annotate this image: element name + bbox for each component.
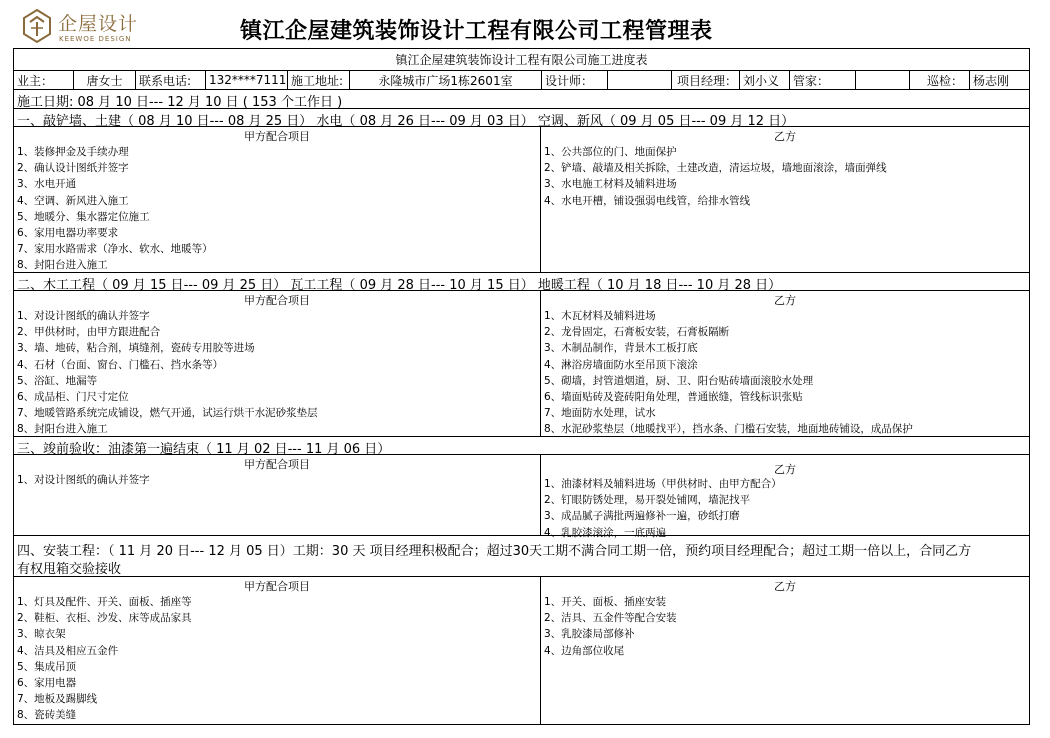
contractor-items-header: 乙方 <box>774 463 796 476</box>
section-2-client-list <box>17 308 318 438</box>
section-4-contractor-list <box>544 594 677 659</box>
section-1-contractor-column <box>541 127 1029 272</box>
contractor-items-header: 乙方 <box>774 294 796 307</box>
list-item: 5、集成吊顶 <box>17 660 77 673</box>
logo-brand-english: KEEWOE DESIGN <box>59 35 132 43</box>
list-item: 3、晾衣架 <box>17 628 66 641</box>
list-item: 2、钉眼防锈处理，易开裂处铺网，墙泥找平 <box>544 494 751 507</box>
list-item: 1、开关、面板、插座安装 <box>544 596 667 608</box>
section-2-contractor-column <box>541 291 1029 436</box>
phone-value: 132****7111 <box>206 71 288 89</box>
list-item: 3、墙、地砖，粘合剂，填缝剂，瓷砖专用胶等进场 <box>17 342 255 355</box>
schedule-row <box>14 90 1029 109</box>
section-3-client-list <box>17 472 150 488</box>
pm-value: 刘小义 <box>740 71 790 89</box>
list-item: 4、水电开槽，铺设强弱电线管，给排水管线 <box>544 194 751 207</box>
section-4-body <box>14 577 1029 724</box>
section-1-title-row <box>14 109 1029 127</box>
client-items-header: 甲方配合项目 <box>244 294 310 307</box>
list-item: 6、家用电器功率要求 <box>17 226 119 239</box>
section-3-body <box>14 455 1029 539</box>
list-item: 8、水泥砂浆垫层（地暖找平），挡水条、门槛石安装，地面地砖铺设，成品保护 <box>544 423 913 436</box>
section-1-client-list <box>17 144 213 274</box>
section-2-contractor-list <box>544 308 913 438</box>
list-item: 2、鞋柜、衣柜、沙发、床等成品家具 <box>17 612 192 625</box>
list-item: 1、木瓦材料及辅料进场 <box>544 310 656 322</box>
inspector-label: 巡检： <box>910 71 970 89</box>
steward-label: 管家： <box>790 71 856 89</box>
list-item: 2、龙骨固定，石膏板安装，石膏板隔断 <box>544 326 730 339</box>
table-subtitle-row <box>14 49 1029 71</box>
client-items-header: 甲方配合项目 <box>244 458 310 471</box>
list-item: 5、砌墙，封管道烟道，厨、卫、阳台贴砖墙面滚胶水处理 <box>544 374 814 387</box>
client-items-header: 甲方配合项目 <box>244 580 310 593</box>
address-value: 永隆城市广场1栋2601室 <box>350 71 542 89</box>
list-item: 3、乳胶漆局部修补 <box>544 628 635 641</box>
section-3-contractor-column <box>541 455 1029 539</box>
section-1-client-column <box>14 127 541 272</box>
list-item: 3、成品腻子满批两遍修补一遍，砂纸打磨 <box>544 510 740 523</box>
section-4-title: 四、安装工程：（ 11 月 20 日--- 12 月 05 日）工期：30 天 项目经理积极配合；超过30天工期不满合同工期一倍，预约项目经理配合；超过工期一倍以上，合同乙方 <box>17 544 972 559</box>
list-item: 2、铲墙、敲墙及相关拆除，土建改造，清运垃圾，墙地面滚涂，墙面弹线 <box>544 162 887 175</box>
section-3-client-column <box>14 455 541 535</box>
contractor-items-header: 乙方 <box>774 130 796 143</box>
list-item: 4、乳胶漆滚涂，一底两遍 <box>544 526 667 539</box>
client-items-header: 甲方配合项目 <box>244 130 310 143</box>
list-item: 4、空调、新风进入施工 <box>17 194 129 207</box>
list-item: 1、公共部位的门、地面保护 <box>544 146 677 158</box>
list-item: 5、浴缸、地漏等 <box>17 374 98 387</box>
section-1-body <box>14 127 1029 273</box>
designer-value <box>608 71 672 89</box>
owner-value: 唐女士 <box>74 71 136 89</box>
list-item: 7、地暖管路系统完成铺设，燃气开通，试运行烘干水泥砂浆垫层 <box>17 407 318 420</box>
inspector-value: 杨志刚 <box>973 73 1010 88</box>
section-1-contractor-list <box>544 144 887 209</box>
section-4-client-column <box>14 577 541 724</box>
page-title: 镇江企屋建筑装饰设计工程有限公司工程管理表 <box>240 19 713 44</box>
section-2-body <box>14 291 1029 437</box>
company-logo <box>22 8 162 44</box>
list-item: 4、洁具及相应五金件 <box>17 644 119 657</box>
section-1-title: 一、敲铲墙、土建（ 08 月 10 日--- 08 月 25 日） 水电（ 08 月 26 日--- 09 月 03 日） 空调、新风（ 09 月 05 日--- 09 月 12 日） <box>17 114 795 129</box>
list-item: 1、装修押金及手续办理 <box>17 146 129 158</box>
phone-label: 联系电话: <box>136 71 206 89</box>
list-item: 1、油漆材料及辅料进场（甲供材时、由甲方配合） <box>544 478 782 490</box>
section-4-title-continued: 有权甩箱交验接收 <box>17 562 122 577</box>
list-item: 6、成品柜、门尺寸定位 <box>17 390 129 403</box>
list-item: 7、家用水路需求（净水、软水、地暖等） <box>17 243 213 256</box>
list-item: 2、甲供材时，由甲方跟进配合 <box>17 326 161 339</box>
list-item: 3、水电开通 <box>17 178 77 191</box>
list-item: 4、淋浴房墙面防水至吊顶下滚涂 <box>544 358 698 371</box>
pm-label: 项目经理： <box>672 71 740 89</box>
list-item: 2、洁具、五金件等配合安装 <box>544 612 677 625</box>
owner-label: 业主： <box>14 71 74 89</box>
section-4-contractor-column <box>541 577 1029 724</box>
list-item: 8、封阳台进入施工 <box>17 423 108 436</box>
address-label: 施工地址: <box>288 71 350 89</box>
contractor-items-header: 乙方 <box>774 580 796 593</box>
section-3-contractor-list <box>544 476 782 541</box>
list-item: 1、对设计图纸的确认并签字 <box>17 310 150 322</box>
list-item: 8、瓷砖美缝 <box>17 709 77 722</box>
list-item: 5、地暖分、集水器定位施工 <box>17 210 150 223</box>
section-2-client-column <box>14 291 541 436</box>
list-item: 7、地面防水处理，试水 <box>544 407 656 420</box>
section-4-title-row <box>14 536 1029 577</box>
designer-label: 设计师： <box>542 71 608 89</box>
list-item: 3、水电施工材料及辅料进场 <box>544 178 677 191</box>
info-row <box>14 71 1029 90</box>
page-header <box>0 0 1050 48</box>
section-4-client-list <box>17 594 192 724</box>
list-item: 6、家用电器 <box>17 676 77 689</box>
list-item: 4、边角部位收尾 <box>544 644 625 657</box>
schedule-text: 施工日期: 08 月 10 日--- 12 月 10 日 ( 153 个工作日 ) <box>17 95 343 110</box>
logo-brand-name: 企屋设计 <box>58 13 139 35</box>
list-item: 7、地板及踢脚线 <box>17 693 98 706</box>
progress-table <box>13 48 1030 725</box>
list-item: 1、灯具及配件、开关、面板、插座等 <box>17 596 192 608</box>
section-2-title: 二、木工工程（ 09 月 15 日--- 09 月 25 日） 瓦工工程（ 09 月 28 日--- 10 月 15 日） 地暖工程（ 10 月 18 日--- 10 月 28 日） <box>17 278 782 293</box>
house-logo-icon <box>22 8 52 44</box>
list-item: 1、对设计图纸的确认并签字 <box>17 474 150 486</box>
table-subtitle: 镇江企屋建筑装饰设计工程有限公司施工进度表 <box>395 53 648 67</box>
steward-value <box>856 71 910 89</box>
section-3-title-row <box>14 437 1029 455</box>
list-item: 2、确认设计图纸并签字 <box>17 162 129 175</box>
list-item: 4、石材（台面、窗台、门槛石、挡水条等） <box>17 358 224 371</box>
section-2-title-row <box>14 273 1029 291</box>
list-item: 6、墙面贴砖及瓷砖阳角处理，普通嵌缝，管线标识张贴 <box>544 390 803 403</box>
list-item: 8、封阳台进入施工 <box>17 259 108 272</box>
list-item: 3、木制品制作，背景木工板打底 <box>544 342 698 355</box>
section-3-title: 三、竣前验收：油漆第一遍结束（ 11 月 02 日--- 11 月 06 日） <box>17 442 391 457</box>
